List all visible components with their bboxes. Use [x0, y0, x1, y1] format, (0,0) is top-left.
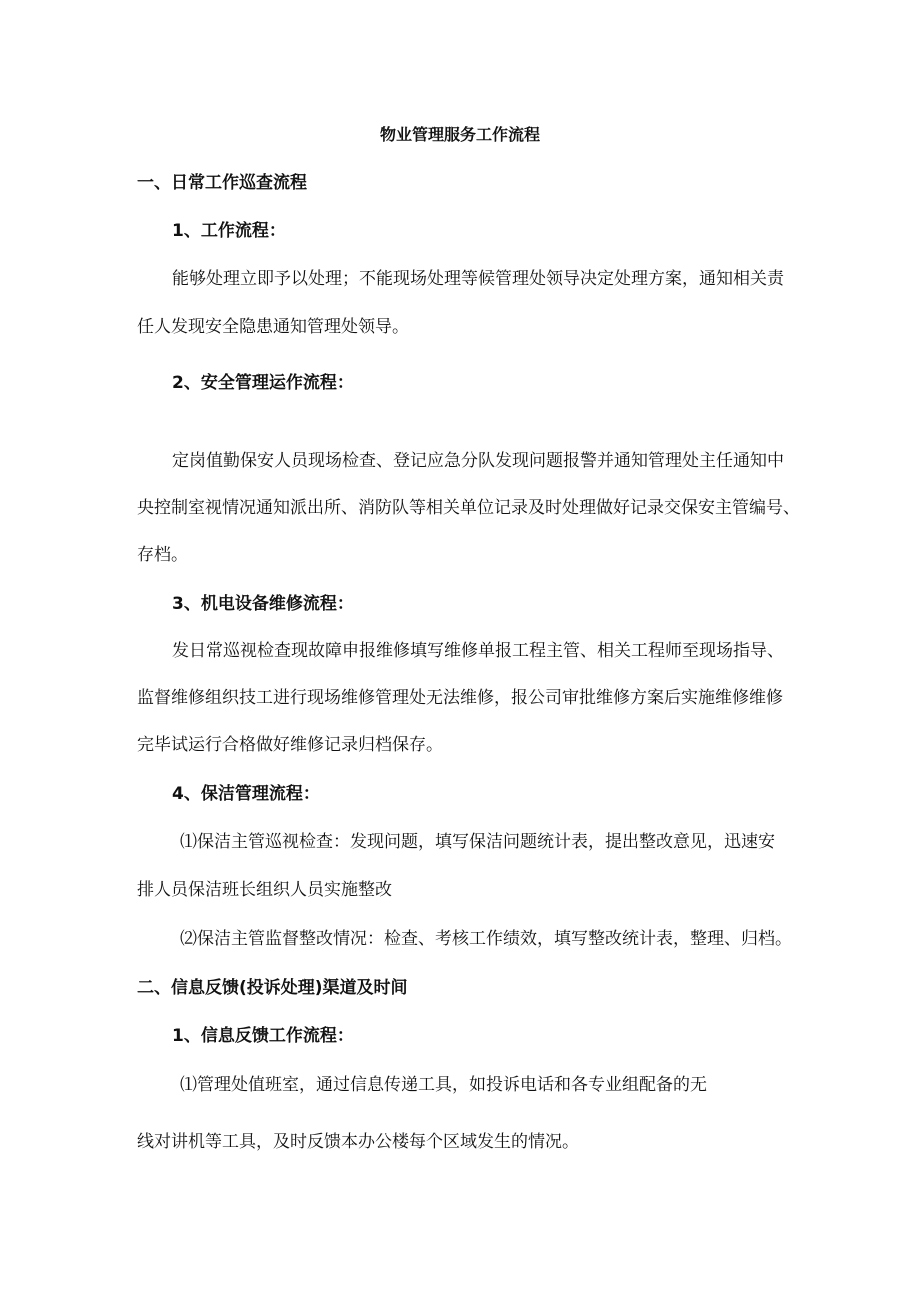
section-1-3-heading: 3、机电设备维修流程： [172, 594, 354, 614]
section-1-1-heading: 1、工作流程： [172, 221, 286, 241]
section-1-2-heading: 2、安全管理运作流程： [172, 373, 354, 393]
section-1-4-item-1-line-1: ⑴保洁主管巡视检查：发现问题，填写保洁问题统计表，提出整改意见，迅速安 [180, 832, 775, 852]
section-1-1-paragraph-line-2: 任人发现安全隐患通知管理处领导。 [137, 317, 409, 337]
section-1-1-paragraph-line-1: 能够处理立即予以处理；不能现场处理等候管理处领导决定处理方案，通知相关责 [172, 269, 784, 289]
section-1-4-heading: 4、保洁管理流程： [172, 784, 320, 804]
section-2-heading: 二、信息反馈(投诉处理)渠道及时间 [137, 978, 408, 998]
section-1-4-item-2-line-1: ⑵保洁主管监督整改情况：检查、考核工作绩效，填写整改统计表，整理、归档。 [180, 929, 792, 949]
section-1-3-paragraph-line-2: 监督维修组织技工进行现场维修管理处无法维修，报公司审批维修方案后实施维修维修 [137, 688, 783, 708]
section-1-3-paragraph-line-3: 完毕试运行合格做好维修记录归档保存。 [137, 735, 443, 755]
section-1-2-paragraph-line-3: 存档。 [137, 545, 188, 565]
section-1-3-paragraph-line-1: 发日常巡视检查现故障申报维修填写维修单报工程主管、相关工程师至现场指导、 [172, 641, 784, 661]
section-1-2-paragraph-line-1: 定岗值勤保安人员现场检查、登记应急分队发现问题报警并通知管理处主任通知中 [172, 451, 784, 471]
section-2-1-item-1-line-1: ⑴管理处值班室，通过信息传递工具，如投诉电话和各专业组配备的无 [180, 1075, 707, 1095]
section-2-1-item-1-line-2: 线对讲机等工具，及时反馈本办公楼每个区域发生的情况。 [137, 1132, 579, 1152]
section-1-4-item-1-line-2: 排人员保洁班长组织人员实施整改 [137, 880, 392, 900]
document-title: 物业管理服务工作流程 [379, 125, 540, 144]
section-2-1-heading: 1、信息反馈工作流程： [172, 1026, 354, 1046]
section-1-heading: 一、日常工作巡查流程 [137, 173, 307, 193]
section-1-2-paragraph-line-2: 央控制室视情况通知派出所、消防队等相关单位记录及时处理做好记录交保安主管编号、 [137, 498, 800, 518]
